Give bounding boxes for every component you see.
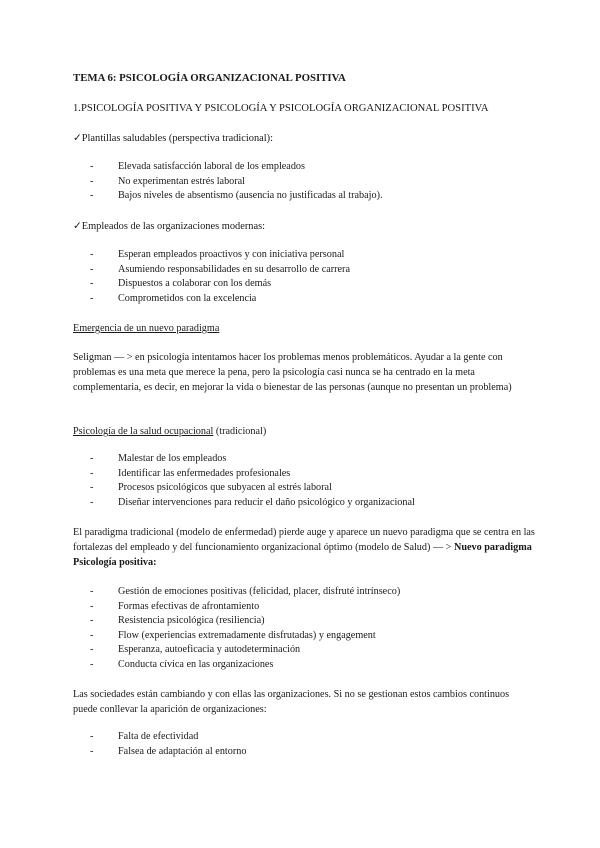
seligman-paragraph: Seligman — > en psicología intentamos hacer los problemas menos problemáticos. Ayudar a la gente con problemas es una meta que merece la pena, pero la psicología casi nunca se ha centrado en la meta complementaria, es decir, en mejorar la vida o bienestar de las personas (aunque no presentan un problema) xyxy=(73,352,512,393)
list-item: - Falsea de adaptación al entorno xyxy=(90,745,247,757)
list-item: - Falta de efectividad xyxy=(90,731,199,742)
paradigm-heading: Emergencia de un nuevo paradigma xyxy=(73,323,220,334)
check-icon: ✓ xyxy=(73,221,82,232)
list-item: - Resistencia psicológica (resiliencia) xyxy=(90,615,265,626)
list-item: - Identificar las enfermedades profesionales xyxy=(90,467,291,479)
section-heading-1: 1.PSICOLOGÍA POSITIVA Y PSICOLOGÍA Y PSICOLOGÍA ORGANIZACIONAL POSITIVA xyxy=(73,103,489,114)
arrow-icon: — > xyxy=(432,542,454,553)
list-item: - Esperan empleados proactivos y con iniciativa personal xyxy=(90,249,345,260)
list-item: - Diseñar intervenciones para reducir el daño psicológico y organizacional xyxy=(90,496,415,508)
list-item: - Bajos niveles de absentismo (ausencia no justificadas al trabajo). xyxy=(90,190,383,201)
list-item: - Elevada satisfacción laboral de los empleados xyxy=(90,161,305,172)
list-item: - Gestión de emociones positivas (felicidad, placer, disfruté intrínseco) xyxy=(90,586,401,597)
check-icon: ✓ xyxy=(73,133,82,144)
healthy-workforce-heading: ✓Plantillas saludables (perspectiva tradicional): xyxy=(73,133,274,144)
healthy-workforce-list xyxy=(90,160,383,204)
list-item: - Asumiendo responsabilidades en su desarrollo de carrera xyxy=(90,263,350,275)
list-item: - Esperanza, autoeficacia y autodeterminación xyxy=(90,644,301,655)
occupational-list xyxy=(90,452,415,510)
list-item: - No experimentan estrés laboral xyxy=(90,175,246,187)
societies-list xyxy=(90,730,246,759)
list-item: - Procesos psicológicos que subyacen al estrés laboral xyxy=(90,482,332,493)
list-item: - Malestar de los empleados xyxy=(90,453,227,464)
list-item: - Flow (experiencias extremadamente disfrutadas) y engagement xyxy=(90,629,376,641)
societies-paragraph: Las sociedades están cambiando y con ellas las organizaciones. Si no se gestionan estos cambios continuos puede conllevar la aparición de organizaciones: xyxy=(73,689,510,715)
modern-employees-list xyxy=(90,248,350,306)
list-item: - Conducta cívica en las organizaciones xyxy=(90,658,274,670)
list-item: - Formas efectivas de afrontamiento xyxy=(90,600,260,612)
positive-psychology-list xyxy=(90,585,400,672)
new-paradigm-label: Nuevo paradigma Psicología positiva: xyxy=(73,542,532,568)
document-title: TEMA 6: PSICOLOGÍA ORGANIZACIONAL POSITIVA xyxy=(73,72,346,84)
occupational-heading: Psicología de la salud ocupacional (tradicional) xyxy=(73,426,267,437)
traditional-paragraph: El paradigma tradicional (modelo de enfermedad) pierde auge y aparece un nuevo paradigma que se centra en las fortalezas del empleado y del funcionamiento organizacional óptimo (modelo de Salud) — > Nuevo paradigma Psicología positiva: xyxy=(73,527,535,568)
list-item: - Dispuestos a colaborar con los demás xyxy=(90,278,272,289)
modern-employees-heading: ✓Empleados de las organizaciones modernas: xyxy=(73,221,266,232)
list-item: - Comprometidos con la excelencia xyxy=(90,292,257,304)
